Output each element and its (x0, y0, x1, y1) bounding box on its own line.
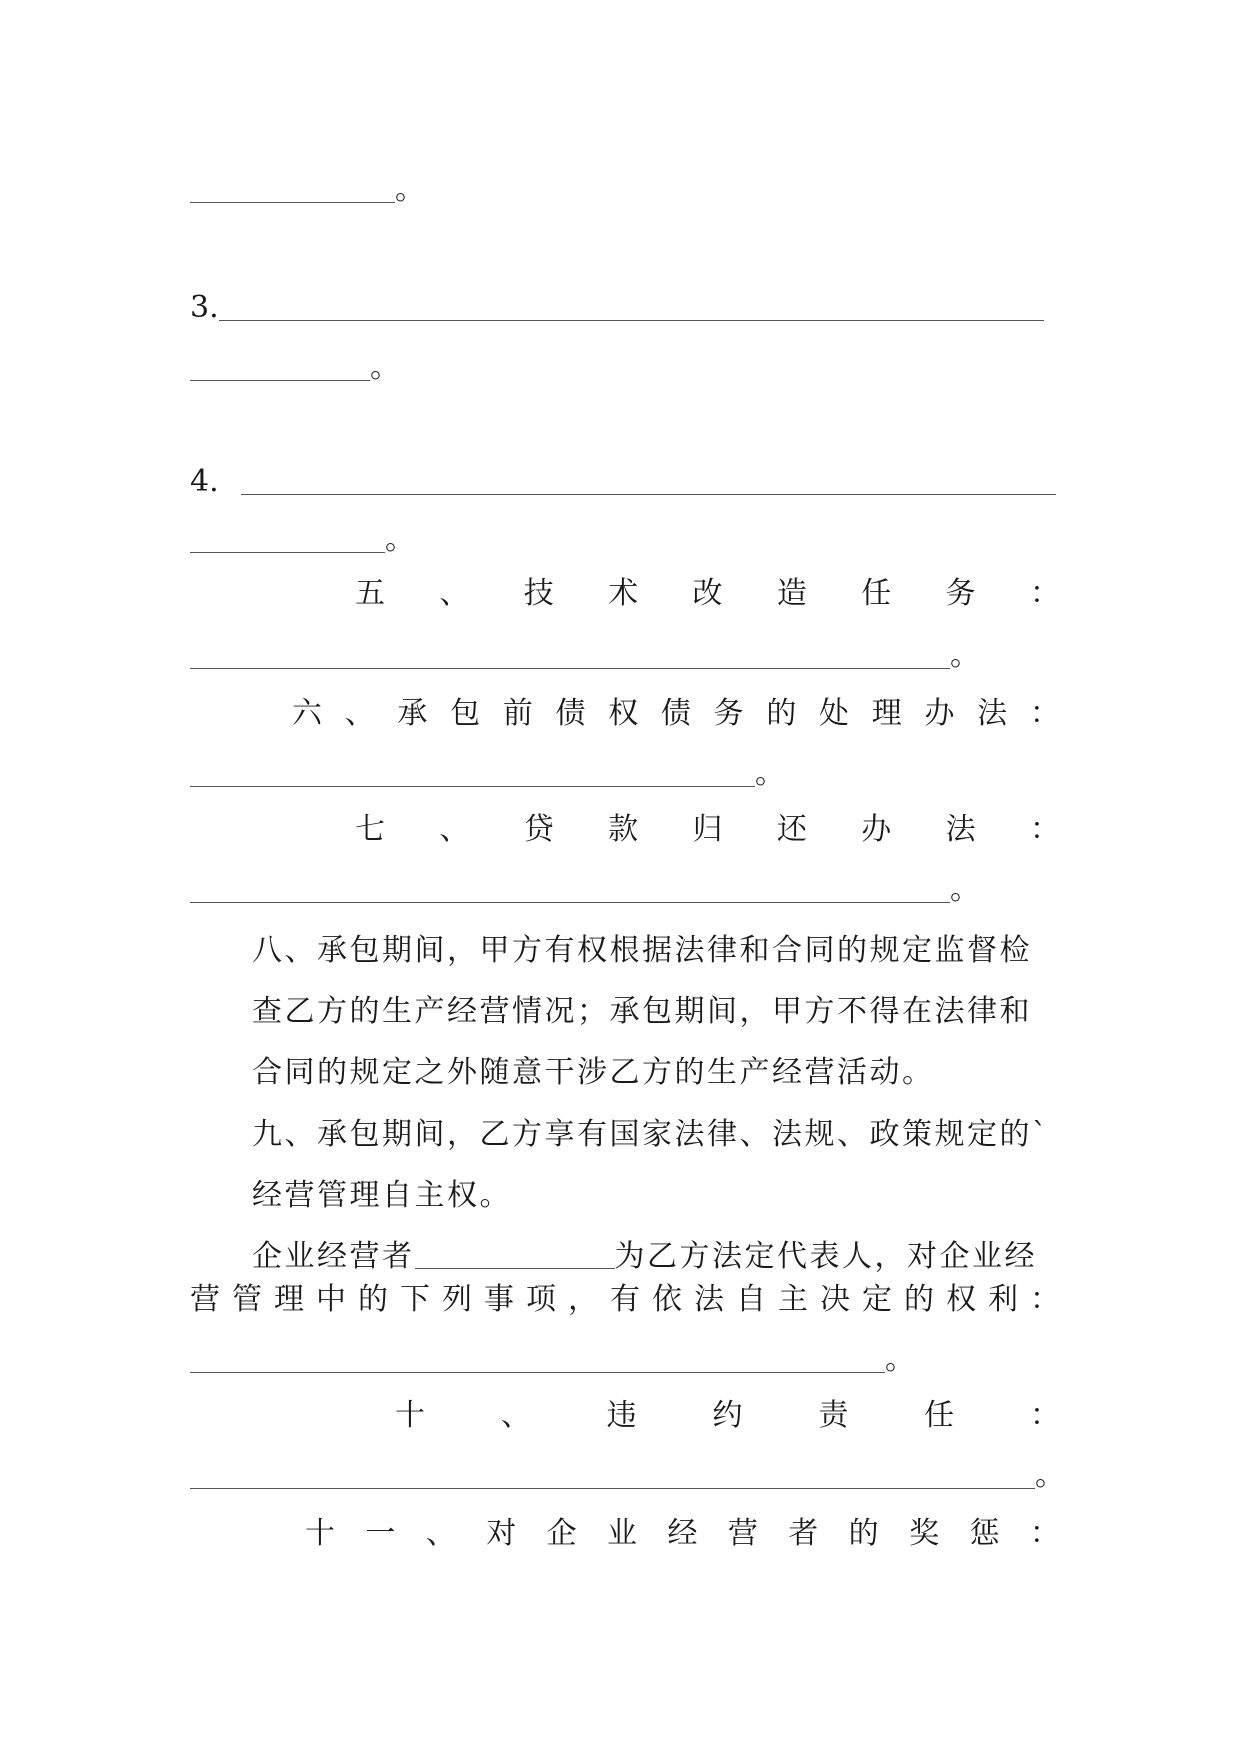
heading-char: 业 (607, 1516, 638, 1551)
heading-char: 权 (608, 696, 639, 731)
heading-char: 五 (355, 576, 385, 611)
operator-label: 企业经营者 (252, 1239, 415, 1274)
section-6-heading (292, 692, 1060, 736)
operator-rights-blank (190, 1338, 1060, 1382)
heading-char: 一 (365, 1516, 396, 1551)
heading-char: 前 (502, 696, 533, 731)
heading-char: 的 (904, 1282, 934, 1317)
heading-char: 还 (776, 812, 807, 847)
heading-char: ： (1029, 1398, 1060, 1433)
heading-char: 管 (232, 1282, 262, 1317)
paragraph-8-text: 八、承包期间，甲方有权根据法律和合同的规定监督检查乙方的生产经营情况；承包期间，甲方不得在法律和合同的规定之外随意干涉乙方的生产经营活动。 (252, 933, 1032, 1090)
heading-char: 自 (736, 1282, 766, 1317)
heading-char: 、 (439, 812, 470, 847)
heading-char: 利 (988, 1282, 1018, 1317)
paragraph-9 (190, 1104, 1060, 1226)
heading-char: 法 (945, 812, 976, 847)
period: 。 (1035, 1458, 1065, 1493)
heading-char: 理 (871, 696, 902, 731)
fill-blank (190, 520, 385, 553)
item-number: 3. (190, 290, 219, 325)
heading-char: 债 (555, 696, 586, 731)
period: 。 (950, 638, 980, 673)
fill-blank (241, 462, 1056, 495)
heading-char: 、 (439, 576, 470, 611)
heading-char: 有 (610, 1282, 640, 1317)
section-5-heading (355, 572, 1060, 616)
heading-char: 、 (425, 1516, 456, 1551)
heading-char: 奖 (909, 1516, 940, 1551)
period: 。 (950, 872, 980, 907)
heading-char: 十 (305, 1516, 335, 1551)
heading-char: ： (1030, 1282, 1060, 1317)
heading-char: 营 (190, 1282, 220, 1317)
heading-char: 承 (397, 696, 428, 731)
heading-char: 务 (713, 696, 744, 731)
heading-char: 理 (274, 1282, 304, 1317)
heading-char: 务 (945, 576, 976, 611)
operator-text: 为乙方法定代表人，对企业经 (614, 1239, 1037, 1274)
fill-blank (190, 754, 755, 787)
heading-char: 、 (500, 1398, 531, 1433)
heading-char: ： (1029, 1516, 1060, 1551)
heading-char: 十 (395, 1398, 425, 1433)
period: 。 (370, 350, 400, 385)
fill-blank (190, 170, 395, 203)
heading-char: 约 (712, 1398, 743, 1433)
heading-char: 项 (526, 1282, 556, 1317)
item-3-continuation (190, 346, 1060, 390)
heading-char: 者 (788, 1516, 819, 1551)
heading-char: 企 (546, 1516, 577, 1551)
period: 。 (755, 756, 785, 791)
section-5-blank (190, 634, 1060, 678)
heading-char: 术 (608, 576, 639, 611)
item-3 (190, 286, 1060, 330)
heading-char: 改 (692, 576, 723, 611)
period: 。 (885, 1342, 915, 1377)
heading-char: ： (1030, 576, 1060, 611)
paragraph-operator-line2 (190, 1278, 1060, 1322)
heading-char: 包 (450, 696, 481, 731)
section-7-blank (190, 868, 1060, 912)
operator-name-blank (415, 1238, 615, 1269)
heading-char: 七 (355, 812, 385, 847)
fill-blank (190, 870, 950, 903)
heading-char: 处 (819, 696, 850, 731)
heading-char: 款 (608, 812, 639, 847)
fill-blank (190, 1340, 885, 1373)
heading-char: 惩 (969, 1516, 1000, 1551)
item-4-continuation (190, 518, 1060, 562)
fill-blank (190, 1456, 1035, 1489)
section-7-heading (355, 808, 1060, 852)
heading-char: 的 (358, 1282, 388, 1317)
period: 。 (395, 172, 425, 207)
heading-char: 对 (486, 1516, 517, 1551)
heading-char: ： (1029, 696, 1060, 731)
heading-char: 违 (606, 1398, 637, 1433)
heading-char: 的 (848, 1516, 879, 1551)
fill-blank (190, 636, 950, 669)
heading-char: 权 (946, 1282, 976, 1317)
section-10-heading (395, 1394, 1060, 1438)
paragraph-9-text: 九、承包期间，乙方享有国家法律、法规、政策规定的`经营管理自主权。 (252, 1117, 1050, 1213)
heading-char: 归 (692, 812, 723, 847)
heading-char: 技 (523, 576, 554, 611)
heading-char: 经 (667, 1516, 698, 1551)
heading-char: 定 (862, 1282, 892, 1317)
heading-char: 造 (776, 576, 807, 611)
heading-char: 列 (442, 1282, 472, 1317)
heading-char: 任 (924, 1398, 955, 1433)
paragraph-8 (190, 920, 1060, 1103)
heading-char: 中 (316, 1282, 346, 1317)
item-4 (190, 460, 1060, 504)
heading-char: 、 (344, 696, 375, 731)
section-11-heading (305, 1512, 1060, 1556)
heading-char: 六 (292, 696, 322, 731)
heading-char: 营 (727, 1516, 758, 1551)
fill-blank (190, 348, 370, 381)
section-10-blank (190, 1454, 1065, 1498)
heading-char: 责 (818, 1398, 849, 1433)
heading-char: 任 (861, 576, 892, 611)
heading-char: 下 (400, 1282, 430, 1317)
fill-blank (219, 288, 1044, 321)
heading-char: ： (1030, 812, 1060, 847)
blank-line-continuation (190, 168, 1060, 212)
heading-char: 债 (660, 696, 691, 731)
heading-char: 贷 (523, 812, 554, 847)
heading-char: 办 (924, 696, 955, 731)
heading-char: 依 (652, 1282, 682, 1317)
heading-char: 的 (766, 696, 797, 731)
item-number: 4. (190, 464, 219, 499)
heading-char: 法 (977, 696, 1008, 731)
heading-char: 事 (484, 1282, 514, 1317)
section-6-blank (190, 752, 1060, 796)
heading-char: 决 (820, 1282, 850, 1317)
heading-char: 办 (861, 812, 892, 847)
period: 。 (385, 522, 415, 557)
heading-char: 法 (694, 1282, 724, 1317)
heading-char: ， (568, 1282, 598, 1317)
heading-char: 主 (778, 1282, 808, 1317)
